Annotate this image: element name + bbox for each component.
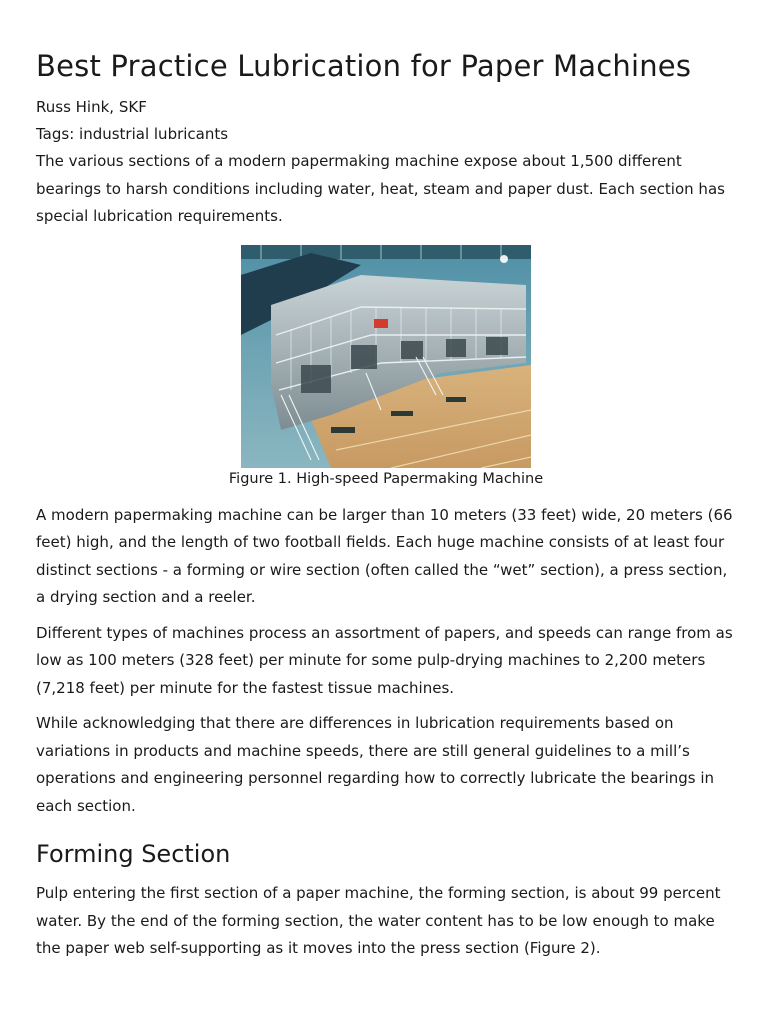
intro-paragraph: The various sections of a modern papermaking machine expose about 1,500 different bearings to harsh conditions including water, heat, steam and paper dust. Each section has special lubrication requirements. bbox=[36, 152, 725, 225]
tags-line: Tags: industrial lubricants bbox=[36, 125, 229, 143]
paragraph: While acknowledging that there are differences in lubrication requirements based on variations in products and machine speeds, there are still general guidelines to a mill’s operations and engineering personnel regarding how to correctly lubricate the bearings in each section. bbox=[36, 714, 715, 815]
article bbox=[36, 44, 736, 971]
paragraph: A modern papermaking machine can be larger than 10 meters (33 feet) wide, 20 meters (66 feet) high, and the length of two football fields. Each huge machine consists of at least four distinct sections - a forming or wire section (often called the “wet” section), a press section, a drying section and a reeler. bbox=[36, 505, 733, 606]
papermaking-machine-photo bbox=[241, 245, 531, 468]
section-paragraph: Pulp entering the first section of a paper machine, the forming section, is about 99 percent water. By the end of the forming section, the water content has to be low enough to make the paper web self-supporting as it moves into the press section (Figure 2). bbox=[36, 884, 721, 957]
section-heading: Forming Section bbox=[36, 840, 231, 868]
figure-caption: Figure 1. High-speed Papermaking Machine bbox=[228, 470, 544, 487]
author-line: Russ Hink, SKF bbox=[36, 98, 147, 116]
paragraph: Different types of machines process an assortment of papers, and speeds can range from as low as 100 meters (328 feet) per minute for some pulp-drying machines to 2,200 meters (7,218 feet) per minute for the fastest tissue machines. bbox=[36, 623, 733, 697]
figure-1 bbox=[36, 245, 736, 490]
page-title: Best Practice Lubrication for Paper Machines bbox=[36, 49, 692, 83]
